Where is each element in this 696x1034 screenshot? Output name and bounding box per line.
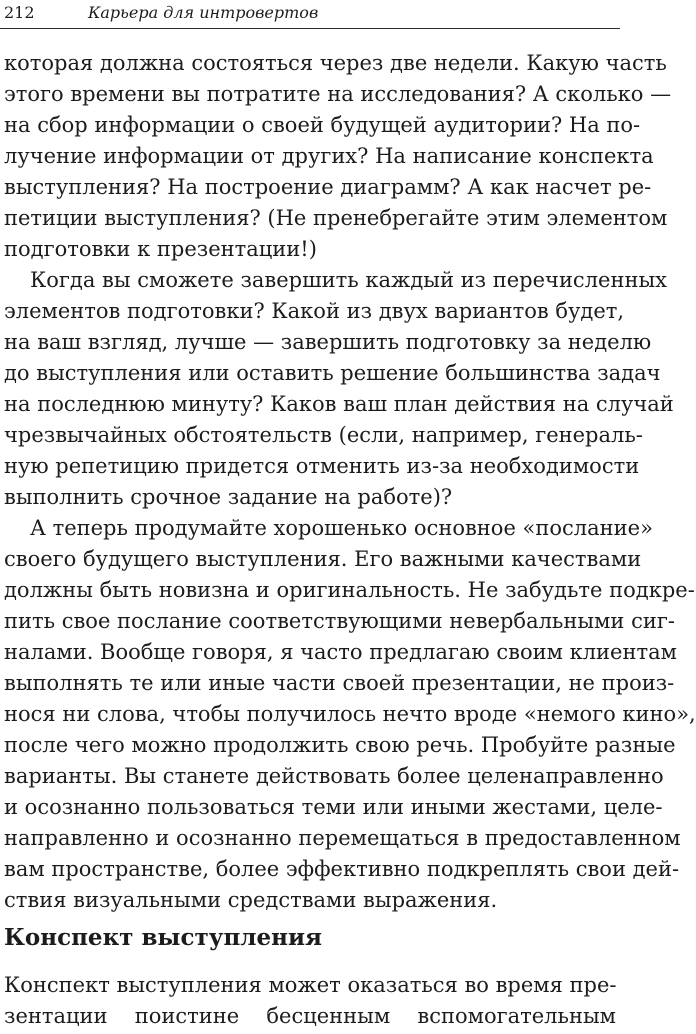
text-line: этого времени вы потратите на исследования? А сколько — [4, 82, 672, 106]
text-line: на последнюю минуту? Каков ваш план действия на случай [4, 392, 674, 416]
text-line: пить свое послание соответствующими невербальными сиг- [4, 609, 675, 633]
text-line: ную репетицию придется отменить из-за необходимости [4, 454, 640, 478]
text-line: после чего можно продолжить свою речь. Пробуйте разные [4, 733, 676, 757]
text-line: варианты. Вы станете действовать более целенаправленно [4, 764, 664, 788]
text-line: налами. Вообще говоря, я часто предлагаю своим клиентам [4, 640, 677, 664]
text-line: выполнить срочное задание на работе)? [4, 485, 453, 509]
text-line: Когда вы сможете завершить каждый из перечисленных [30, 268, 668, 292]
text-line: на сбор информации о своей будущей аудитории? На по- [4, 113, 641, 137]
text-line: ствия визуальными средствами выражения. [4, 888, 498, 912]
text-line: до выступления или оставить решение большинства задач [4, 361, 661, 385]
text-line: которая должна состояться через две недели. Какую часть [4, 51, 667, 75]
page-number: 212 [4, 3, 35, 22]
text-line: элементов подготовки? Какой из двух вариантов будет, [4, 299, 625, 323]
text-line: на ваш взгляд, лучше — завершить подготовку за неделю [4, 330, 652, 354]
running-header [0, 0, 620, 29]
text-line: лучение информации от других? На написание конспекта [4, 144, 654, 168]
text-line: своего будущего выступления. Его важными качествами [4, 547, 642, 571]
text-line: нося ни слова, чтобы получилось нечто вроде «немого кино», [4, 702, 696, 726]
text-line: и осознанно пользоваться теми или иными жестами, целе- [4, 795, 663, 819]
text-line: выступления? На построение диаграмм? А как насчет ре- [4, 175, 652, 199]
running-title: Карьера для интровертов [88, 3, 319, 22]
text-line: чрезвычайных обстоятельств (если, например, генераль- [4, 423, 643, 447]
text-line: зентации поистине бесценным вспомогательным [4, 1004, 616, 1028]
text-line: должны быть новизна и оригинальность. Не забудьте подкре- [4, 578, 695, 602]
section-heading: Конспект выступления [4, 924, 323, 951]
text-line: А теперь продумайте хорошенько основное «послание» [30, 516, 653, 540]
text-line: вам пространстве, более эффективно подкреплять свои дей- [4, 857, 680, 881]
text-line: подготовки к презентации!) [4, 237, 317, 261]
text-line: Конспект выступления может оказаться во время пре- [4, 973, 617, 997]
text-line: выполнять те или иные части своей презентации, не произ- [4, 671, 675, 695]
text-line: петиции выступления? (Не пренебрегайте этим элементом [4, 206, 668, 230]
text-line: направленно и осознанно перемещаться в предоставленном [4, 826, 681, 850]
